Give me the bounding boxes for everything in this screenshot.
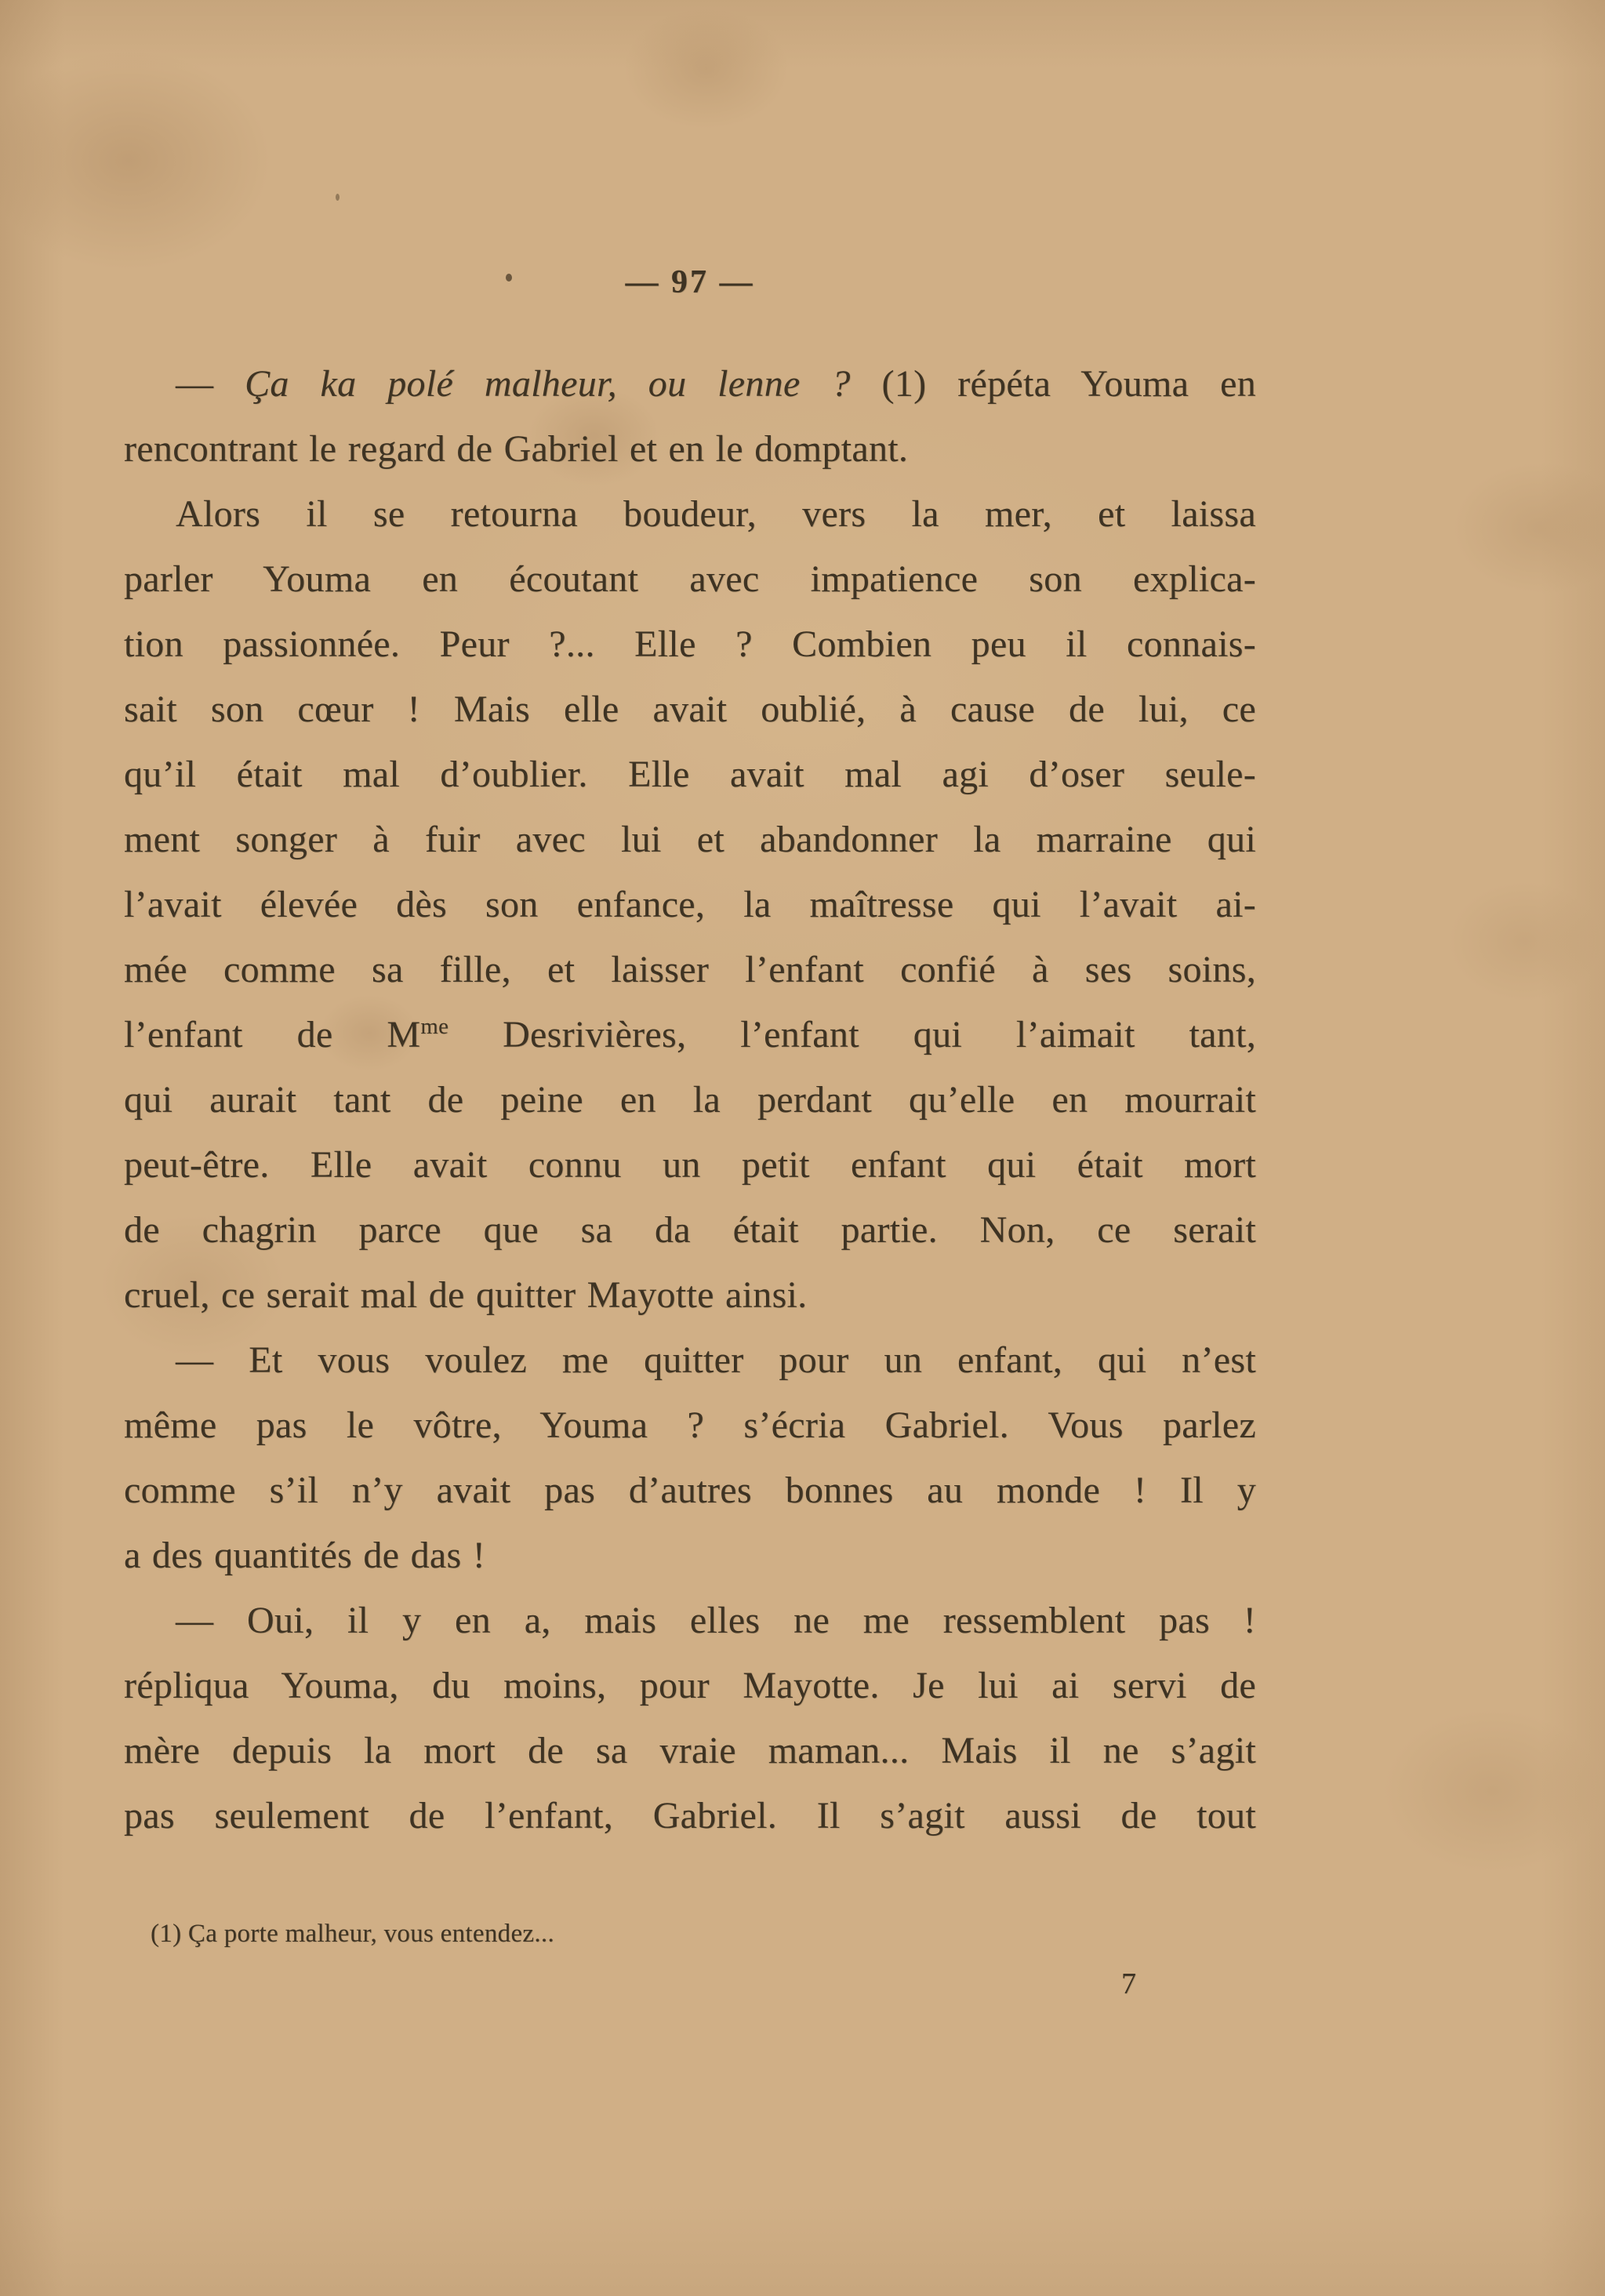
text-line: [124, 1653, 1256, 1718]
text-run: de chagrin parce que sa da était partie. Non, ce serait: [124, 1209, 1256, 1251]
text-run: Desrivières, l’enfant qui l’aimait tant,: [448, 1014, 1256, 1055]
text-line: [124, 1523, 1256, 1588]
text-line: [124, 1783, 1256, 1848]
text-run: me: [420, 1014, 449, 1039]
text-line: [124, 416, 1256, 481]
text-line: [124, 1328, 1256, 1393]
text-run: tion passionnée. Peur ?... Elle ? Combien peu il connais-: [124, 623, 1256, 665]
text-run: même pas le vôtre, Youma ? s’écria Gabriel. Vous parlez: [124, 1404, 1256, 1446]
text-run: répliqua Youma, du moins, pour Mayotte. Je lui ai servi de: [124, 1665, 1256, 1706]
text-line: [124, 481, 1256, 547]
text-line: [124, 1393, 1256, 1458]
text-line: [124, 872, 1256, 937]
text-line: [124, 937, 1256, 1002]
text-line: [124, 1002, 1256, 1067]
text-run: (1) répéta Youma en: [850, 363, 1256, 405]
text-line: [124, 1588, 1256, 1653]
text-run: ment songer à fuir avec lui et abandonner la marraine qui: [124, 819, 1256, 860]
text-run: a des quantités de das !: [124, 1535, 486, 1576]
text-run: Ça ka polé malheur, ou lenne ?: [245, 363, 851, 405]
signature-mark: 7: [1121, 1967, 1136, 2000]
text-run: parler Youma en écoutant avec impatience son explica-: [124, 558, 1256, 600]
text-run: sait son cœur ! Mais elle avait oublié, à cause de lui, ce: [124, 688, 1256, 730]
text-run: l’enfant de M: [124, 1014, 421, 1055]
text-line: [124, 677, 1256, 742]
text-line: [124, 1458, 1256, 1523]
text-line: [124, 807, 1256, 872]
text-run: comme s’il n’y avait pas d’autres bonnes au monde ! Il y: [124, 1470, 1256, 1511]
text-line: [124, 612, 1256, 677]
text-line: [124, 1067, 1256, 1132]
text-line: [124, 1132, 1256, 1197]
text-run: l’avait élevée dès son enfance, la maîtresse qui l’avait ai-: [124, 884, 1256, 925]
page-text-block: [124, 351, 1256, 1848]
text-line: [124, 1718, 1256, 1783]
page-number-header: — 97 —: [625, 264, 755, 300]
text-line: [124, 1262, 1256, 1328]
text-run: peut-être. Elle avait connu un petit enfant qui était mort: [124, 1144, 1256, 1186]
text-run: —: [176, 363, 245, 405]
text-run: pas seulement de l’enfant, Gabriel. Il s’agit aussi de tout: [124, 1795, 1256, 1836]
footnote: (1) Ça porte malheur, vous entendez...: [151, 1920, 554, 1948]
text-run: — Oui, il y en a, mais elles ne me ressemblent pas !: [176, 1600, 1256, 1641]
text-run: — Et vous voulez me quitter pour un enfant, qui n’est: [176, 1339, 1256, 1381]
text-run: qui aurait tant de peine en la perdant qu’elle en mourrait: [124, 1079, 1256, 1121]
text-line: [124, 351, 1256, 416]
text-run: cruel, ce serait mal de quitter Mayotte ainsi.: [124, 1274, 808, 1316]
text-run: rencontrant le regard de Gabriel et en le domptant.: [124, 428, 909, 470]
text-line: [124, 1197, 1256, 1262]
text-line: [124, 547, 1256, 612]
text-run: qu’il était mal d’oublier. Elle avait mal agi d’oser seule-: [124, 754, 1256, 795]
text-run: mée comme sa fille, et laisser l’enfant confié à ses soins,: [124, 949, 1256, 990]
text-run: Alors il se retourna boudeur, vers la mer, et laissa: [176, 493, 1256, 535]
text-run: mère depuis la mort de sa vraie maman... Mais il ne s’agit: [124, 1730, 1256, 1771]
ink-speck: [336, 194, 340, 201]
text-line: [124, 742, 1256, 807]
